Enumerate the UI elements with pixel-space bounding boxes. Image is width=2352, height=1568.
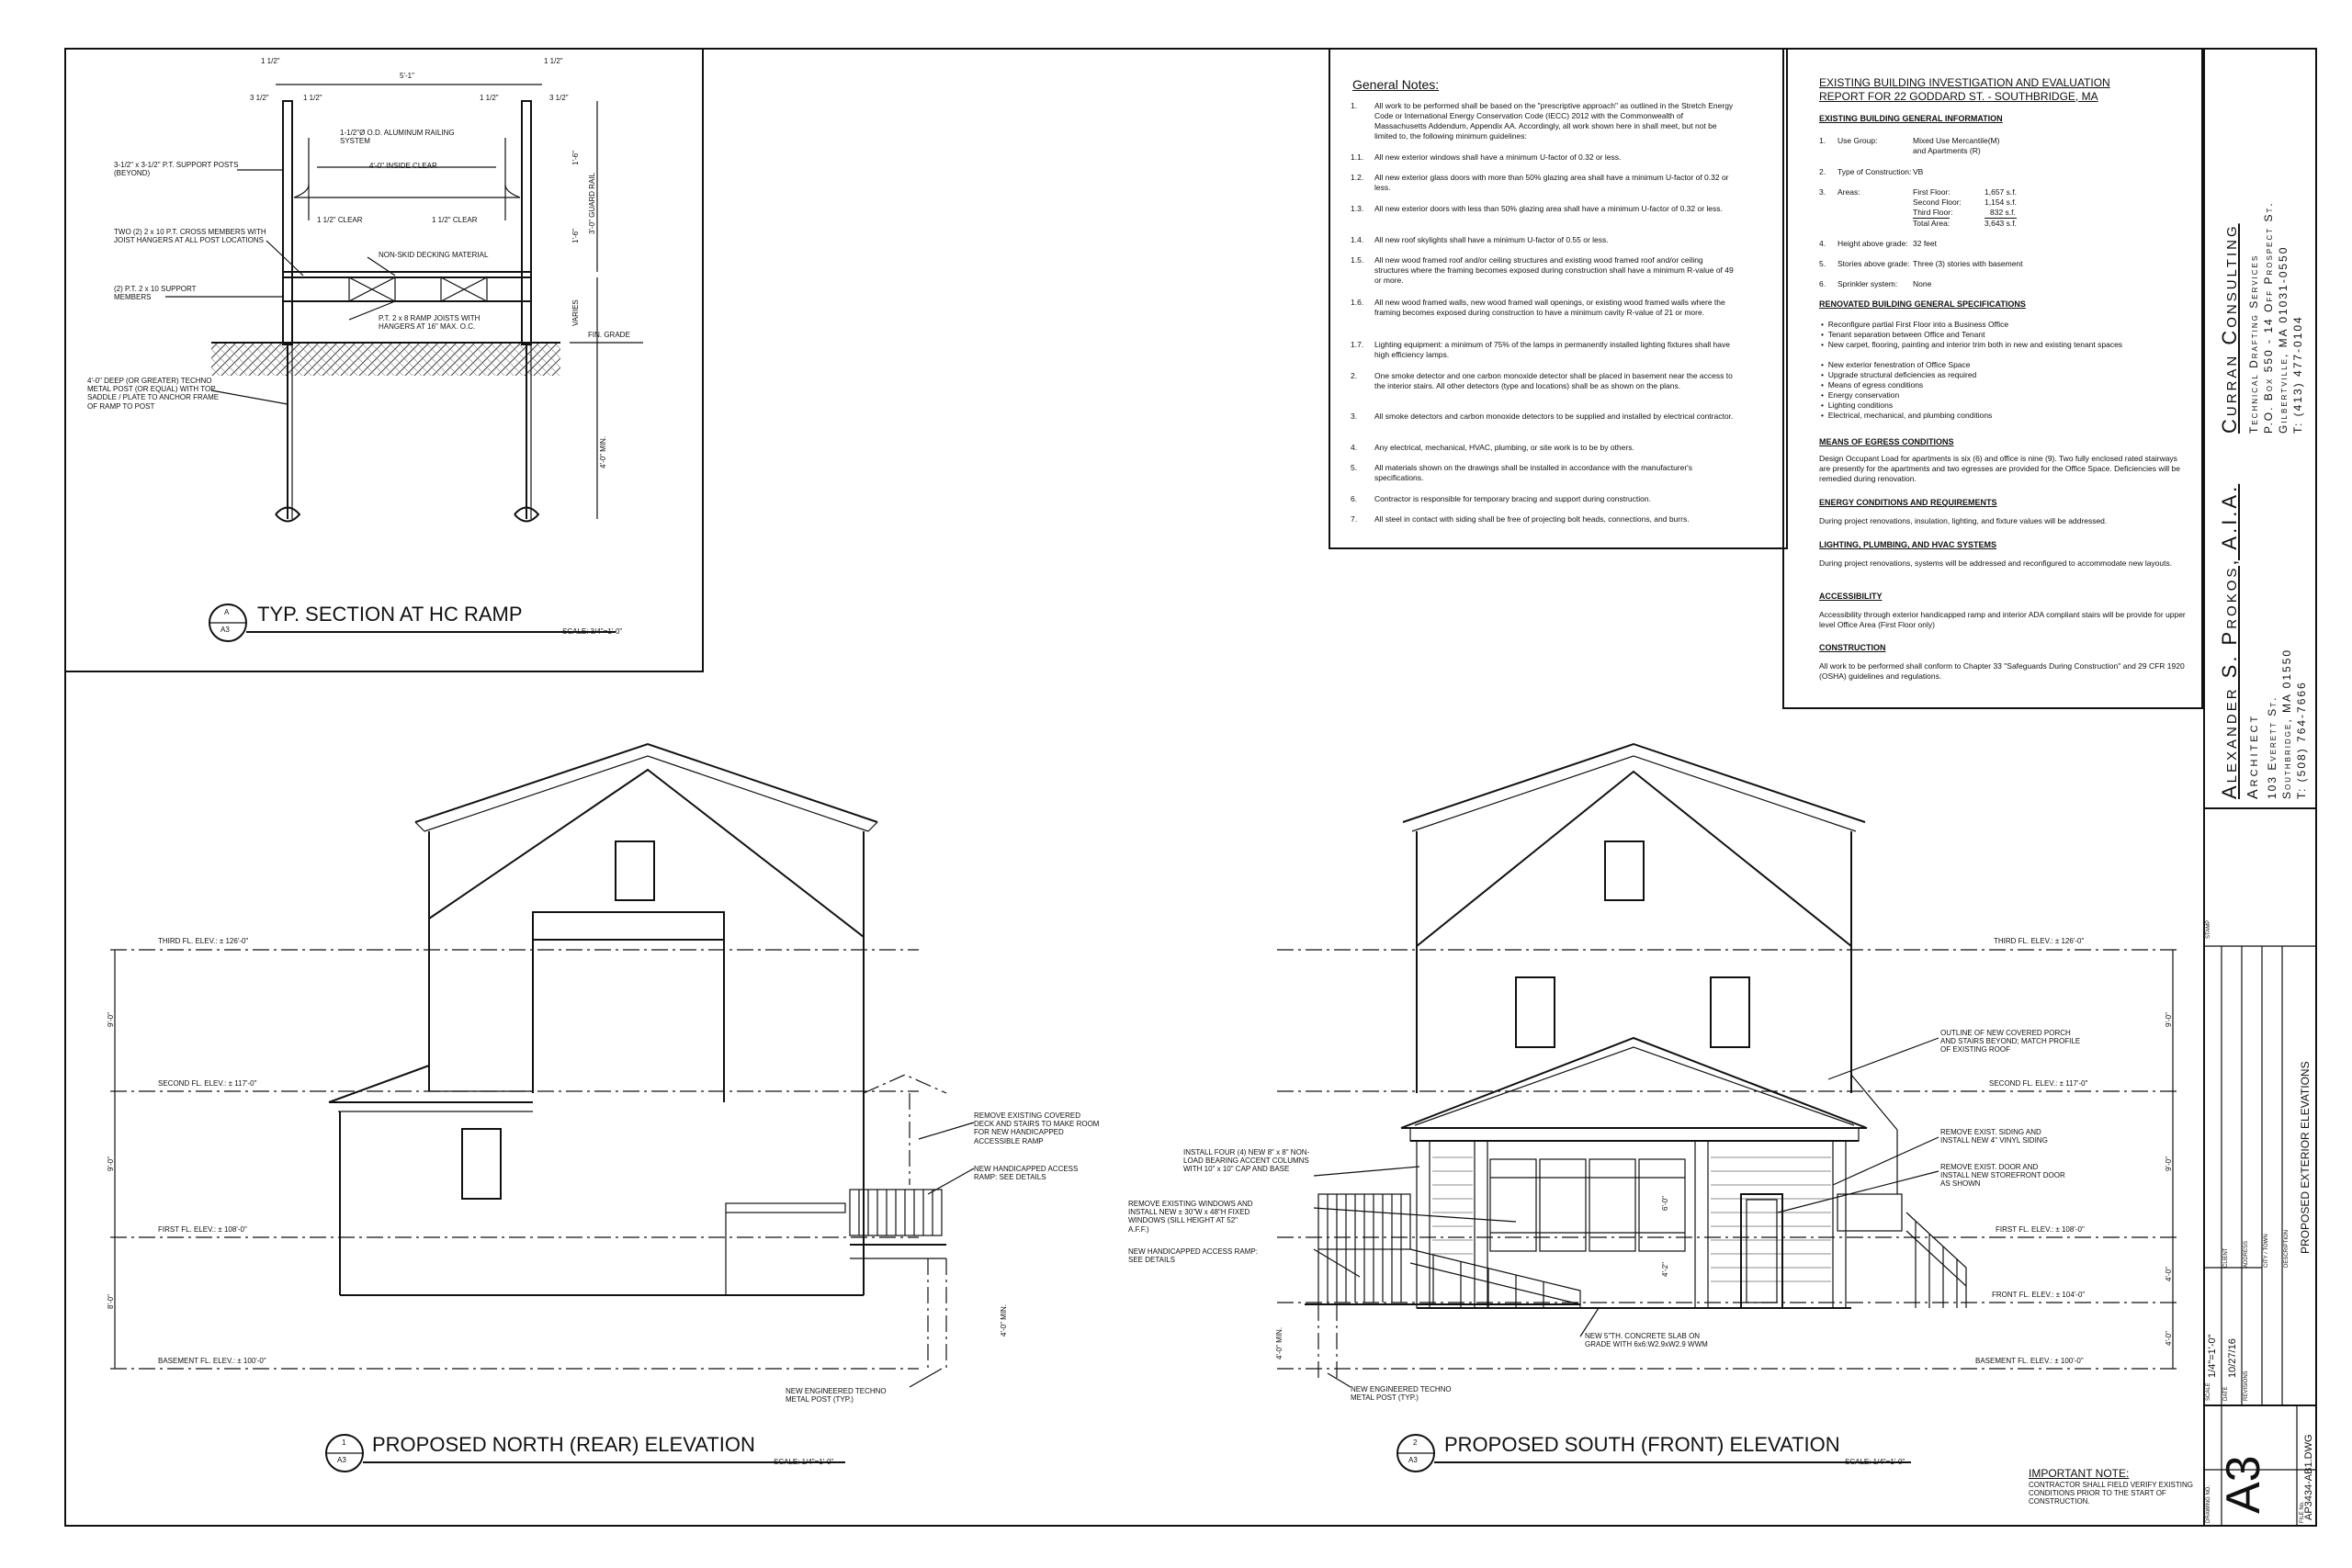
south-door-note: REMOVE EXIST. DOOR AND INSTALL NEW STOREFRONT DOOR AS SHOWN [1940, 1163, 2065, 1189]
dim-left-inner: 1 1/2" [303, 94, 322, 102]
access-text: Accessibility through exterior handicapped ramp and interior ADA compliant stairs will be provide for upper level Office Area (First Floor only) [1819, 610, 2186, 630]
fin-grade-label: FIN. GRADE [588, 331, 630, 339]
construction-text: All work to be performed shall conform to Chapter 33 "Safeguards During Construction" and 29 CFR 1920 (OSHA) guidelines and regulations. [1819, 661, 2185, 682]
decking-label: NON-SKID DECKING MATERIAL [379, 251, 489, 259]
note-text: Any electrical, mechanical, HVAC, plumbing, or site work is to be by others. [1374, 443, 1634, 452]
note-text: One smoke detector and one carbon monoxide detector shall be placed in basement near the access to the interior stairs. All other detectors (type and locations) shall be as shown on the plans. [1374, 371, 1733, 391]
note-number: 1. [1351, 101, 1358, 110]
bullet-text: Upgrade structural deficiencies as required [1827, 370, 1977, 379]
use-label: Use Group: [1838, 136, 1878, 145]
note-1-5 [1351, 255, 1736, 286]
use-value-2: and Apartments (R) [1913, 146, 1981, 155]
south-dim-4: 4'-0" [2165, 1331, 2173, 1346]
client-label: CLIENT [2223, 1247, 2229, 1268]
north-second-level: SECOND FL. ELEV.: ± 117'-0" [158, 1079, 257, 1088]
type-label: Type of Construction: [1838, 167, 1912, 176]
report-title-1: EXISTING BUILDING INVESTIGATION AND EVALUATION [1819, 76, 2110, 89]
firm1-name: Curran Consulting [2218, 223, 2241, 434]
area-value-2: 1,154 s.f. [1984, 197, 2017, 207]
south-dim-win: 6'-0" [1661, 1196, 1669, 1211]
dim-varies: VARIES [571, 299, 580, 326]
report-lighting-heading: LIGHTING, PLUMBING, AND HVAC SYSTEMS [1819, 540, 1997, 549]
file-value: AP3434-AB1.DWG [2303, 1434, 2314, 1520]
note-1-2 [1351, 173, 1736, 193]
area-value-4: 3,643 s.f. [1984, 219, 2017, 228]
bullet-7: • Energy conservation [1821, 390, 1900, 400]
note-3 [1351, 412, 1736, 422]
bullet-1: • Reconfigure partial First Floor into a Business Office [1821, 320, 2009, 329]
dim-right-inner: 1 1/2" [480, 94, 499, 102]
note-6 [1351, 494, 1736, 504]
south-dim-1: 9'-0" [2165, 1012, 2173, 1027]
north-remove-deck-note: REMOVE EXISTING COVERED DECK AND STAIRS TO MAKE ROOM FOR NEW HANDICAPPED ACCESSIBLE RAMP [974, 1111, 1100, 1145]
north-scale: SCALE: 1/4"=1'-0" [774, 1458, 834, 1466]
scale-value: 1/4"=1'-0" [2207, 1334, 2218, 1378]
note-text: All new wood framed roof and/or ceiling structures and existing wood framed roof and/or ceiling structures where the framing becomes exposed during construction shall have a minimum R-value of 49 or more. [1374, 255, 1734, 286]
section-title: TYP. SECTION AT HC RAMP [257, 603, 523, 626]
section-tag-letter: A [224, 608, 230, 616]
dim-right-post: 3 1/2" [549, 94, 569, 102]
note-text: All new exterior windows shall have a minimum U-factor of 0.32 or less. [1374, 152, 1622, 162]
note-number: 1.6. [1351, 298, 1364, 307]
south-dim-min: 4'-0" MIN. [1275, 1326, 1283, 1359]
area-value-3: 832 s.f. [1990, 208, 2016, 217]
firm1-line-3: Gilbertville, MA 01031-0550 [2277, 245, 2290, 434]
note-1-7 [1351, 340, 1736, 360]
report-general-heading: EXISTING BUILDING GENERAL INFORMATION [1819, 114, 2003, 123]
south-porch-note: OUTLINE OF NEW COVERED PORCH AND STAIRS BEYOND; MATCH PROFILE OF EXISTING ROOF [1940, 1029, 2081, 1055]
section-scale: SCALE: 3/4"=1'-0" [562, 627, 623, 636]
dim-top-left: 1 1/2" [261, 57, 280, 65]
bullet-text: Energy conservation [1827, 390, 1900, 400]
south-techno-note: NEW ENGINEERED TECHNO METAL POST (TYP.) [1351, 1385, 1452, 1403]
note-number: 1.3. [1351, 204, 1364, 213]
note-text: All new roof skylights shall have a minimum U-factor of 0.55 or less. [1374, 235, 1609, 244]
north-dim-1: 9'-0" [107, 1012, 115, 1027]
bullet-text: Means of egress conditions [1827, 380, 1924, 389]
north-dim-min: 4'-0" MIN. [1000, 1303, 1008, 1337]
date-value: 10/27/16 [2227, 1338, 2238, 1378]
note-number: 1.2. [1351, 173, 1364, 182]
note-number: 5. [1351, 463, 1358, 472]
bullet-2: • Tenant separation between Office and Tenant [1821, 330, 1985, 339]
dim-left-post: 3 1/2" [250, 94, 269, 102]
south-tag-sheet: A3 [1408, 1456, 1418, 1464]
bullet-text: Reconfigure partial First Floor into a Business Office [1827, 320, 2009, 329]
note-1 [1351, 101, 1736, 141]
bullet-9: • Electrical, mechanical, and plumbing conditions [1821, 411, 1993, 420]
sheet-number: A3 [2217, 1455, 2270, 1514]
areas-num: 3. [1819, 187, 1826, 197]
scale-label: SCALE [2206, 1382, 2211, 1401]
note-text: Lighting equipment: a minimum of 75% of the lamps in permanently installed lighting fixtures shall have high efficiency lamps. [1374, 340, 1730, 360]
bullet-5: • Upgrade structural deficiencies as required [1821, 370, 1977, 379]
bullet-text: Lighting conditions [1827, 400, 1894, 410]
type-value: VB [1913, 167, 1924, 176]
firm2-line-2: 103 Everett St. [2266, 695, 2278, 799]
file-label: FILE No. [2300, 1501, 2305, 1523]
bullet-text: New exterior fenestration of Office Space [1827, 360, 1971, 369]
note-1-4 [1351, 235, 1736, 245]
note-text: All work to be performed shall be based on the "prescriptive approach" as outlined in the Stretch Energy Code or International Energy Conservation Code (IECC) 2012 with the Commonwealth of Massachusetts Addendum, Appendix AA. Accordingly, all work shown here in shall meet, but not be limited to, the following minimum guidelines: [1374, 101, 1734, 141]
north-new-ramp-note: NEW HANDICAPPED ACCESS RAMP: SEE DETAILS [974, 1165, 1079, 1182]
sprinkler-label: Sprinkler system: [1838, 279, 1898, 288]
bullet-text: Electrical, mechanical, and plumbing conditions [1827, 411, 1993, 420]
note-number: 1.7. [1351, 340, 1364, 349]
note-text: All new wood framed walls, new wood framed wall openings, or existing wood framed walls where the framing becomes exposed during construction to have a minimum cavity R-value of 21 or more. [1374, 298, 1725, 318]
description-label: DESCRIPTION [2284, 1229, 2290, 1268]
south-siding-note: REMOVE EXIST. SIDING AND INSTALL NEW 4" VINYL SIDING [1940, 1128, 2048, 1145]
area-label-2: Second Floor: [1913, 197, 1962, 207]
cross-members-label: TWO (2) 2 x 10 P.T. CROSS MEMBERS WITH JOIST HANGERS AT ALL POST LOCATIONS [114, 228, 266, 245]
north-dim-3: 8'-0" [107, 1294, 115, 1309]
type-num: 2. [1819, 167, 1826, 176]
north-third-level: THIRD FL. ELEV.: ± 126'-0" [158, 937, 249, 945]
firm2-name: Alexander S. Prokos, A.I.A. [2218, 483, 2241, 799]
south-dim-sill: 4'-2" [1661, 1262, 1669, 1277]
north-tag-sheet: A3 [337, 1456, 346, 1464]
dim-rail-upper: 1'-6" [571, 151, 580, 165]
important-note-heading: IMPORTANT NOTE: [2029, 1467, 2130, 1480]
note-1-3 [1351, 204, 1736, 214]
use-num: 1. [1819, 136, 1826, 145]
building-report [1819, 77, 2191, 702]
firm2-line-1: Architect [2245, 713, 2261, 799]
north-tag-num: 1 [342, 1438, 346, 1447]
section-tag-sheet: A3 [220, 626, 230, 634]
note-text: Contractor is responsible for temporary bracing and support during construction. [1374, 494, 1651, 503]
firm1-line-2: P.O. Box 550 - 14 Off Prospect St. [2262, 201, 2275, 434]
south-dim-2: 9'-0" [2165, 1156, 2173, 1171]
area-label-4: Total Area: [1913, 219, 1951, 228]
note-number: 7. [1351, 514, 1358, 524]
stories-value: Three (3) stories with basement [1913, 259, 2023, 268]
bullet-text: New carpet, flooring, painting and interior trim both in new and existing tenant spaces [1827, 340, 2123, 349]
date-label: DATE [2223, 1386, 2229, 1401]
use-value-1: Mixed Use Mercantile(M) [1913, 136, 2000, 145]
firm2-line-4: T: (508) 764-7666 [2295, 681, 2308, 799]
lighting-text: During project renovations, systems will be addressed and reconfigured to accommodate new layouts. [1819, 558, 2173, 568]
note-5 [1351, 463, 1736, 483]
south-columns-note: INSTALL FOUR (4) NEW 8" x 8" NON-LOAD BEARING ACCENT COLUMNS WITH 10" x 10" CAP AND BASE [1183, 1148, 1310, 1174]
south-scale: SCALE: 1/4"=1'-0" [1845, 1458, 1905, 1466]
report-egress-heading: MEANS OF EGRESS CONDITIONS [1819, 437, 1954, 446]
note-number: 1.4. [1351, 235, 1364, 244]
note-text: All smoke detectors and carbon monoxide detectors to be supplied and installed by electrical contractor. [1374, 412, 1734, 421]
south-basement-level: BASEMENT FL. ELEV.: ± 100'-0" [1975, 1357, 2084, 1365]
firm1-line-1: Technical Drafting Services [2247, 254, 2260, 434]
support-members-label: (2) P.T. 2 x 10 SUPPORT MEMBERS [114, 285, 197, 302]
note-number: 4. [1351, 443, 1358, 452]
note-1-6 [1351, 298, 1736, 318]
general-notes-heading: General Notes: [1352, 77, 1440, 92]
revisions-label: REVISIONS [2244, 1371, 2249, 1401]
dim-top-right: 1 1/2" [544, 57, 563, 65]
dim-overall: 5'-1" [400, 72, 414, 80]
support-posts-label: 3-1/2" x 3-1/2" P.T. SUPPORT POSTS (BEYOND) [114, 161, 239, 178]
dim-rail-lower: 1'-6" [571, 229, 580, 243]
clear-left-label: 1 1/2" CLEAR [317, 216, 363, 224]
city-label: CITY / TOWN [2264, 1234, 2269, 1268]
note-text: All materials shown on the drawings shall be installed in accordance with the manufacturer's specifications. [1374, 463, 1693, 483]
south-windows-note: REMOVE EXISTING WINDOWS AND INSTALL NEW ± 30"W x 48"H FIXED WINDOWS (SILL HEIGHT AT 52" A.F.F.) [1128, 1200, 1253, 1234]
south-third-level: THIRD FL. ELEV.: ± 126'-0" [1994, 937, 2085, 945]
note-number: 3. [1351, 412, 1358, 421]
dim-min-depth: 4'-0" MIN. [599, 435, 607, 468]
firm1-line-4: T: (413) 477-0104 [2291, 315, 2304, 434]
report-access-heading: ACCESSIBILITY [1819, 592, 1883, 601]
report-renovated-heading: RENOVATED BUILDING GENERAL SPECIFICATIONS [1819, 299, 2026, 309]
north-title: PROPOSED NORTH (REAR) ELEVATION [372, 1433, 755, 1456]
dim-guard-rail: 3'-0" GUARD RAIL [588, 172, 596, 234]
north-basement-level: BASEMENT FL. ELEV.: ± 100'-0" [158, 1357, 266, 1365]
south-slab-note: NEW 5"TH. CONCRETE SLAB ON GRADE WITH 6x6:W2.9xW2.9 WWM [1585, 1332, 1708, 1349]
south-first-level: FIRST FL. ELEV.: ± 108'-0" [1996, 1225, 2085, 1234]
report-construction-heading: CONSTRUCTION [1819, 643, 1886, 652]
report-title-2: REPORT FOR 22 GODDARD ST. - SOUTHBRIDGE, MA [1819, 90, 2098, 103]
areas-label: Areas: [1838, 187, 1860, 197]
area-label-3: Third Floor: [1913, 208, 1953, 217]
drawing-no-label: DRAWING NO. [2206, 1484, 2211, 1523]
ramp-joists-label: P.T. 2 x 8 RAMP JOISTS WITH HANGERS AT 16" MAX. O.C. [379, 314, 481, 332]
important-note-text: CONTRACTOR SHALL FIELD VERIFY EXISTING CONDITIONS PRIOR TO THE START OF CONSTRUCTION. [2029, 1481, 2193, 1506]
north-first-level: FIRST FL. ELEV.: ± 108'-0" [158, 1225, 247, 1234]
firm2-line-3: Southbridge, MA 01550 [2280, 648, 2293, 799]
south-second-level: SECOND FL. ELEV.: ± 117'-0" [1989, 1079, 2088, 1088]
note-7 [1351, 514, 1736, 525]
south-ramp-note: NEW HANDICAPPED ACCESS RAMP: SEE DETAILS [1128, 1247, 1258, 1265]
egress-text: Design Occupant Load for apartments is six (6) and office is nine (9). Two fully enclosed rated stairways are presently for the apartments and two egresses are provided for the Office Space. Deficiencies will be remedied during renovation. [1819, 454, 2180, 484]
address-label: ADDRESS [2244, 1240, 2249, 1268]
note-number: 1.1. [1351, 152, 1364, 162]
railing-label: 1-1/2"Ø O.D. ALUMINUM RAILING SYSTEM [340, 129, 455, 146]
bullet-4: • New exterior fenestration of Office Space [1821, 360, 1971, 369]
north-dim-2: 9'-0" [107, 1156, 115, 1171]
note-text: All new exterior doors with less than 50% glazing area shall have a minimum U-factor of 0.32 or less. [1374, 204, 1723, 213]
bullet-text: Tenant separation between Office and Tenant [1827, 330, 1985, 339]
note-text: All new exterior glass doors with more than 50% glazing area shall have a minimum U-factor of 0.32 or less. [1374, 173, 1729, 193]
note-2 [1351, 371, 1736, 391]
note-text: All steel in contact with siding shall be free of projecting bolt heads, connections, and burrs. [1374, 514, 1690, 524]
area-label-1: First Floor: [1913, 187, 1951, 197]
south-front-level: FRONT FL. ELEV.: ± 104'-0" [1992, 1291, 2086, 1299]
note-1-1 [1351, 152, 1736, 163]
bullet-6: • Means of egress conditions [1821, 380, 1924, 389]
south-title: PROPOSED SOUTH (FRONT) ELEVATION [1444, 1433, 1840, 1456]
bullet-3: • New carpet, flooring, painting and interior trim both in new and existing tenant spaces [1821, 340, 2123, 349]
stories-label: Stories above grade: [1838, 259, 1910, 268]
note-number: 6. [1351, 494, 1358, 503]
energy-text: During project renovations, insulation, lighting, and fixture values will be addressed. [1819, 516, 2108, 525]
north-techno-note: NEW ENGINEERED TECHNO METAL POST (TYP.) [786, 1387, 887, 1404]
inside-clear-label: 4'-0" INSIDE CLEAR [369, 162, 437, 170]
note-number: 1.5. [1351, 255, 1364, 265]
report-energy-heading: ENERGY CONDITIONS AND REQUIREMENTS [1819, 498, 1997, 507]
height-value: 32 feet [1913, 239, 1937, 248]
clear-right-label: 1 1/2" CLEAR [432, 216, 478, 224]
height-label: Height above grade: [1838, 239, 1908, 248]
note-4 [1351, 443, 1736, 453]
sprinkler-num: 6. [1819, 279, 1826, 288]
stories-num: 5. [1819, 259, 1826, 268]
south-dim-3: 4'-0" [2165, 1267, 2173, 1281]
south-tag-num: 2 [1413, 1438, 1418, 1447]
description-value: PROPOSED EXTERIOR ELEVATIONS [2299, 1061, 2312, 1254]
sprinkler-value: None [1913, 279, 1932, 288]
note-number: 2. [1351, 371, 1358, 380]
area-value-1: 1,657 s.f. [1984, 187, 2017, 197]
techno-post-label: 4'-0" DEEP (OR GREATER) TECHNO METAL POST (OR EQUAL) WITH TOP SADDLE / PLATE TO ANCHOR FRAME OF RAMP TO POST [87, 377, 220, 411]
stamp-label: STAMP [2206, 919, 2211, 939]
height-num: 4. [1819, 239, 1826, 248]
bullet-8: • Lighting conditions [1821, 400, 1894, 410]
